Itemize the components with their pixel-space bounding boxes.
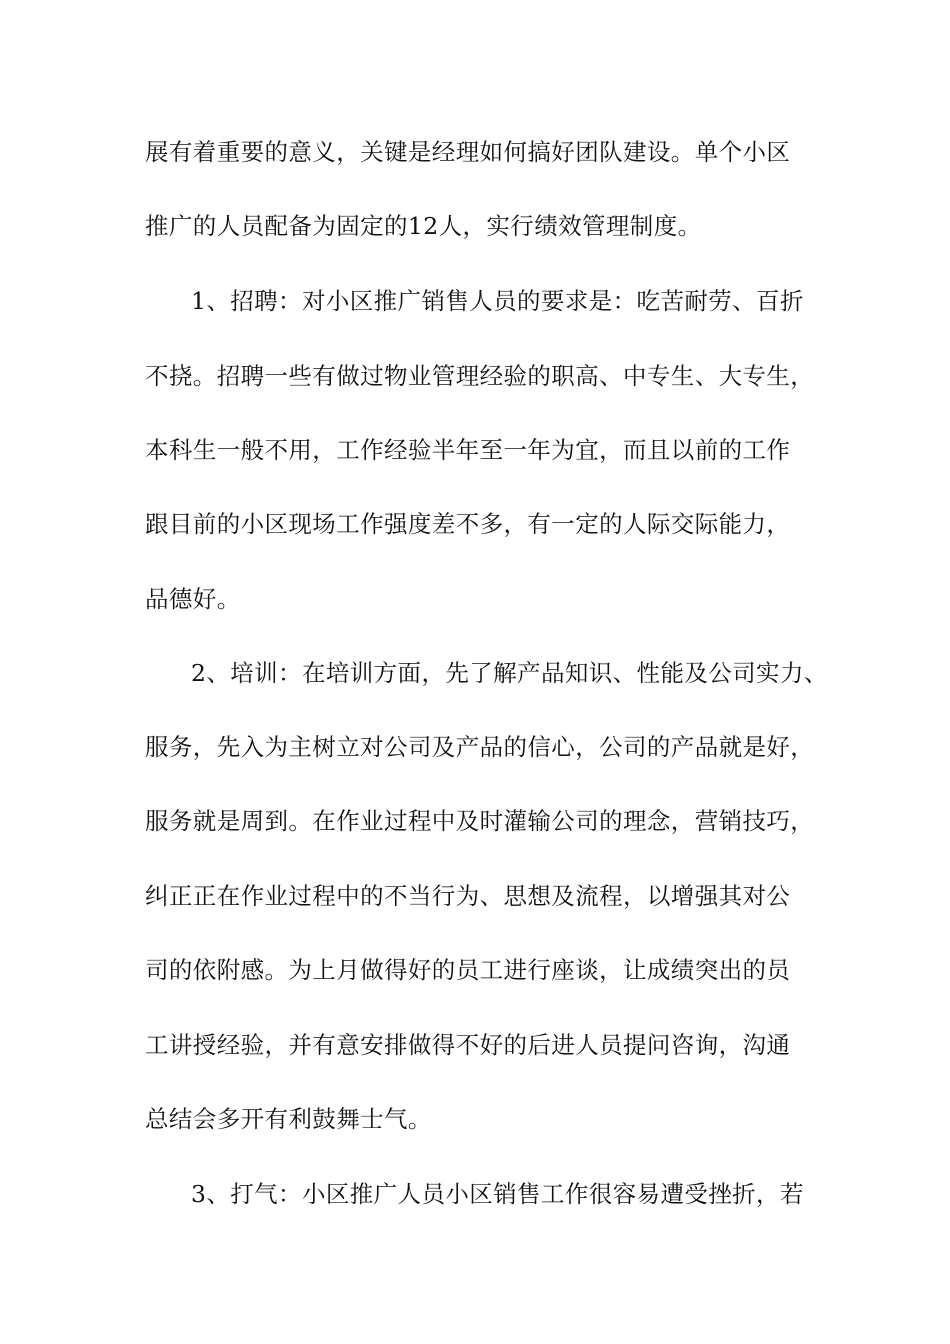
paragraph-line: 品德好。: [145, 585, 241, 613]
paragraph-line: 服务，先入为主树立对公司及产品的信心，公司的产品就是好，: [145, 733, 815, 761]
section-heading-training: 2、培训：在培训方面，先了解产品知识、性能及公司实力、: [191, 659, 828, 687]
paragraph-line: 总结会多开有利鼓舞士气。: [145, 1105, 432, 1133]
section-heading-motivation: 3、打气：小区推广人员小区销售工作很容易遭受挫折，若: [191, 1180, 804, 1208]
section-heading-recruitment: 1、招聘：对小区推广销售人员的要求是：吃苦耐劳、百折: [191, 287, 804, 315]
paragraph-line: 服务就是周到。在作业过程中及时灌输公司的理念，营销技巧，: [145, 807, 815, 835]
paragraph-line: 跟目前的小区现场工作强度差不多，有一定的人际交际能力，: [145, 510, 791, 538]
paragraph-line: 工讲授经验，并有意安排做得不好的后进人员提问咨询，沟通: [145, 1031, 791, 1059]
paragraph-line: 本科生一般不用，工作经验半年至一年为宜，而且以前的工作: [145, 436, 791, 464]
paragraph-line: 推广的人员配备为固定的12人，实行绩效管理制度。: [145, 212, 702, 240]
paragraph-line: 司的依附感。为上月做得好的员工进行座谈，让成绩突出的员: [145, 956, 791, 984]
paragraph-line: 纠正正在作业过程中的不当行为、思想及流程，以增强其对公: [145, 882, 791, 910]
paragraph-line: 不挠。招聘一些有做过物业管理经验的职高、中专生、大专生，: [145, 362, 815, 390]
paragraph-line: 展有着重要的意义，关键是经理如何搞好团队建设。单个小区: [145, 138, 791, 166]
